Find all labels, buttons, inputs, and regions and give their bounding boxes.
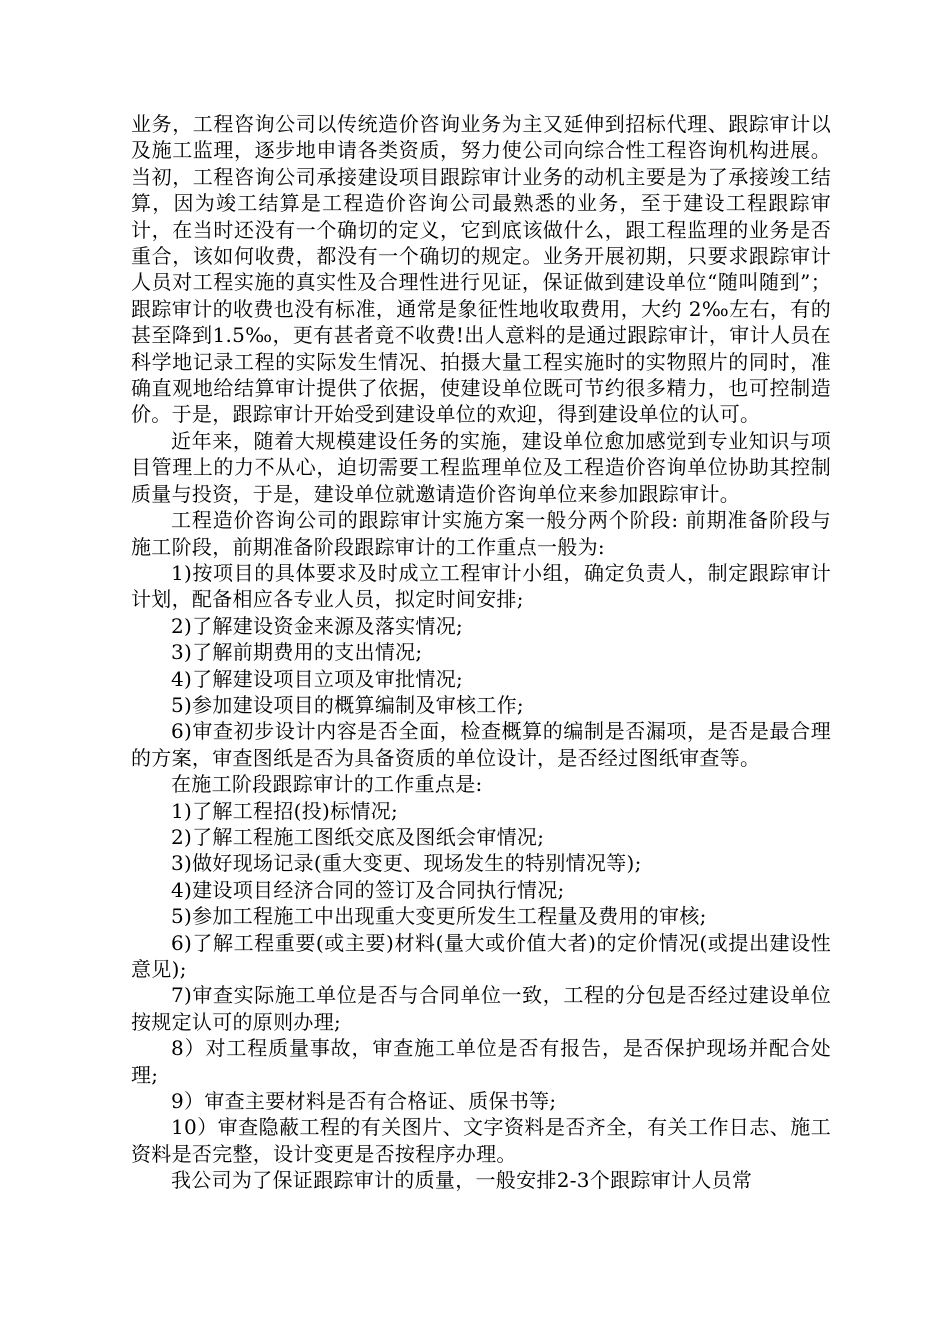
list-item-construction-2: 2)了解工程施工图纸交底及图纸会审情况; [171, 824, 545, 849]
list-item-construction-4: 4)建设项目经济合同的签订及合同执行情况; [171, 877, 565, 902]
list-item-prep-5: 5)参加建设项目的概算编制及审核工作; [171, 692, 524, 717]
list-item-construction-9: 9）审查主要材料是否有合格证、质保书等; [171, 1089, 557, 1114]
list-item-prep-2: 2)了解建设资金来源及落实情况; [171, 613, 464, 638]
list-item-prep-1: 1)按项目的具体要求及时成立工程审计小组，确定负责人，制定跟踪审计计划，配备相应各专业人员，拟定时间安排; [131, 560, 831, 612]
paragraph-3: 工程造价咨询公司的跟踪审计实施方案一般分两个阶段: 前期准备阶段与施工阶段，前期准备阶段跟踪审计的工作重点一般为: [131, 508, 831, 559]
list-item-construction-7: 7)审查实际施工单位是否与合同单位一致，工程的分包是否经过建设单位按规定认可的原则办理; [131, 983, 831, 1034]
list-item-prep-6: 6)审查初步设计内容是否全面，检查概算的编制是否漏项，是否是最合理的方案，审查图纸是否为具备资质的单位设计，是否经过图纸审查等。 [131, 719, 831, 770]
list-item-construction-6: 6)了解工程重要(或主要)材料(量大或价值大者)的定价情况(或提出建设性意见); [131, 930, 831, 981]
list-item-prep-4: 4)了解建设项目立项及审批情况; [171, 666, 464, 691]
list-item-prep-3: 3)了解前期费用的支出情况; [171, 640, 423, 665]
paragraph-1: 业务，工程咨询公司以传统造价咨询业务为主又延伸到招标代理、跟踪审计以及施工监理，逐步地申请各类资质，努力使公司向综合性工程咨询机构进展。当初，工程咨询公司承接建设项目跟踪审计业务的动机主要是为了承接竣工结算，因为竣工结算是工程造价咨询公司最熟悉的业务，至于建设工程跟踪审计，在当时还没有一个确切的定义，它到底该做什么，跟工程监理的业务是否重合，该如何收费，都没有一个确切的规定。业务开展初期，只要求跟踪审计人员对工程实施的真实性及合理性进行见证，保证做到建设单位“随叫随到”；跟踪审计的收费也没有标准，通常是象征性地收取费用，大约 2‰左右，有的甚至降到1.5‰，更有甚者竟不收费!出人意料的是通过跟踪审计，审计人员在科学地记录工程的实际发生情况、拍摄大量工程实施时的实物照片的同时，准确直观地给结算审计提供了依据，使建设单位既可节约很多精力，也可控制造价。于是，跟踪审计开始受到建设单位的欢迎，得到建设单位的认可。 [131, 112, 831, 427]
list-item-construction-8: 8）对工程质量事故，审查施工单位是否有报告，是否保护现场并配合处理; [131, 1036, 831, 1087]
list-item-construction-1: 1)了解工程招(投)标情况; [171, 798, 399, 823]
list-item-construction-3: 3)做好现场记录(重大变更、现场发生的特别情况等); [171, 851, 642, 876]
list-item-construction-5: 5)参加工程施工中出现重大变更所发生工程量及费用的审核; [171, 904, 707, 929]
document-body [131, 111, 831, 1194]
paragraph-2: 近年来，随着大规模建设任务的实施，建设单位愈加感觉到专业知识与项目管理上的力不从心，迫切需要工程监理单位及工程造价咨询单位协助其控制质量与投资，于是，建设单位就邀请造价咨询单位来参加跟踪审计。 [131, 428, 831, 506]
paragraph-final: 我公司为了保证跟踪审计的质量，一般安排2-3个跟踪审计人员常 [171, 1168, 753, 1193]
paragraph-construction-intro: 在施工阶段跟踪审计的工作重点是: [171, 772, 483, 797]
list-item-construction-10: 10）审查隐蔽工程的有关图片、文字资料是否齐全，有关工作日志、施工资料是否完整，设计变更是否按程序办理。 [131, 1115, 831, 1166]
